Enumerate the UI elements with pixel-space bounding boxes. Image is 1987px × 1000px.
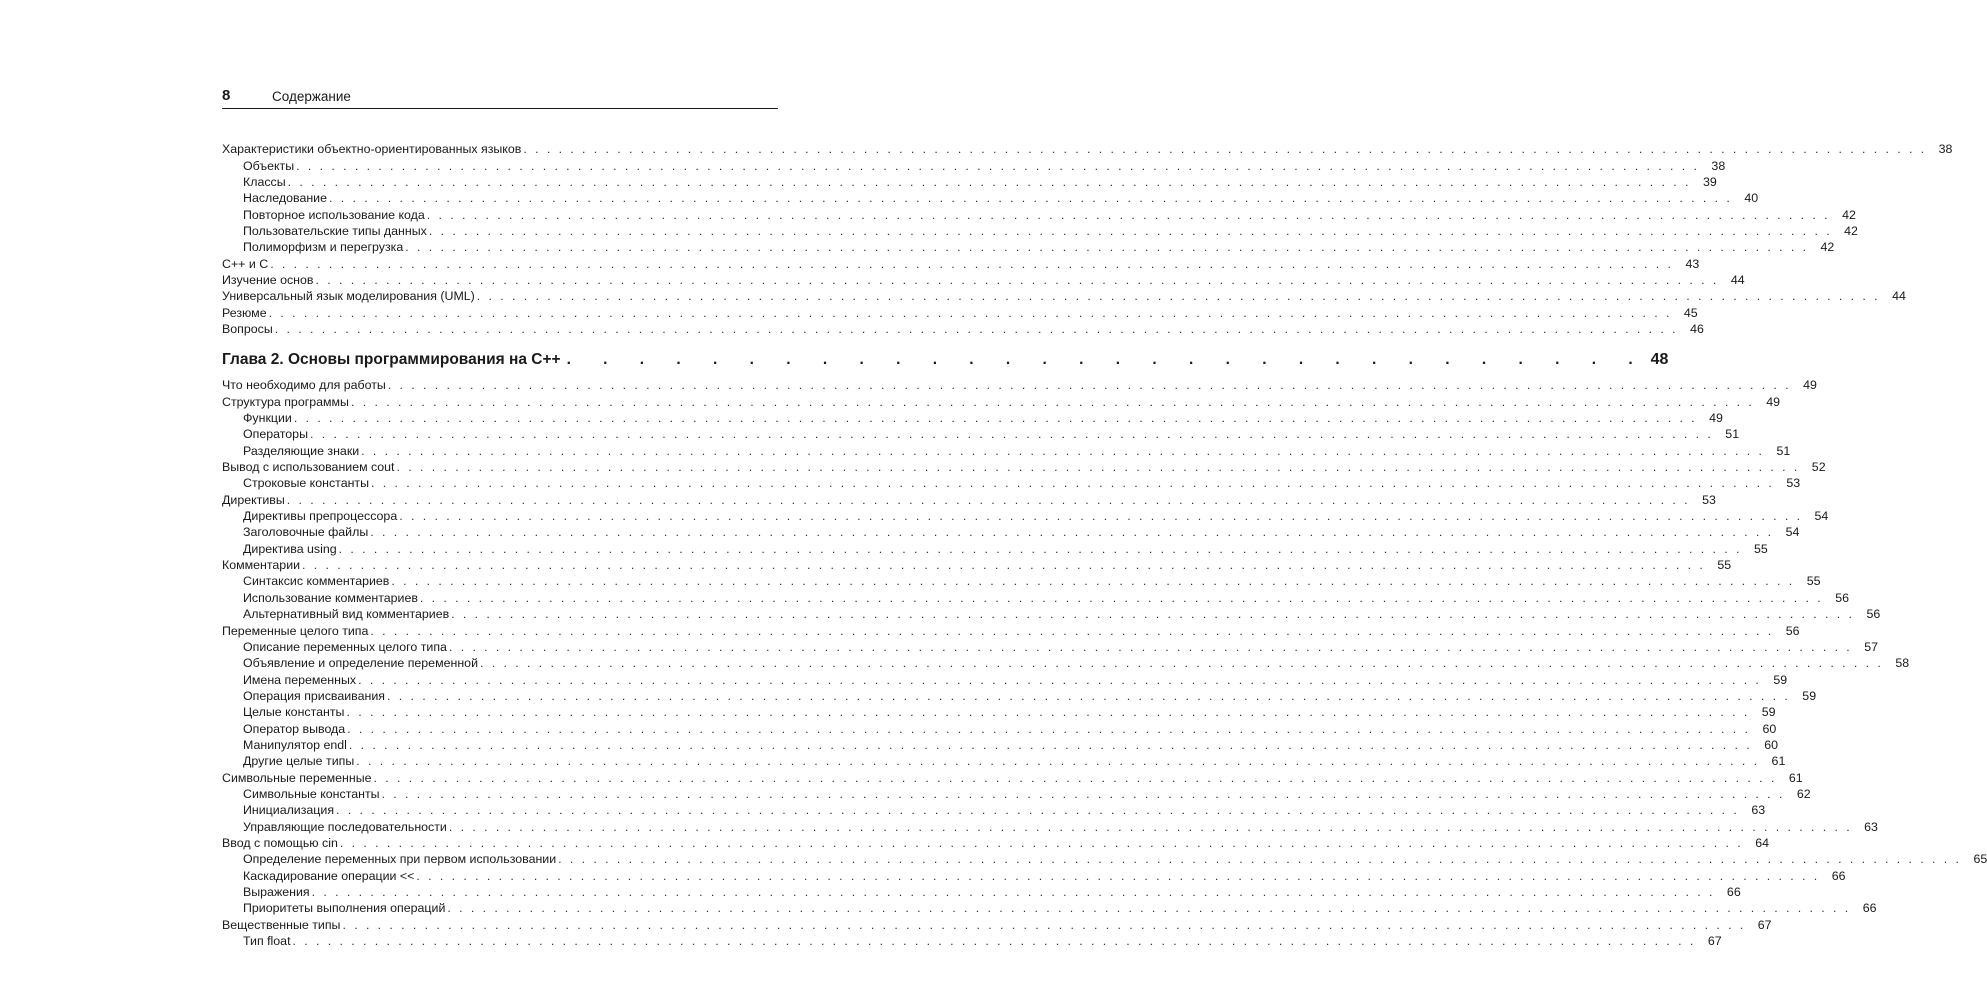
toc-entry-label: Операторы: [243, 427, 308, 442]
toc-entry-page: 60: [1762, 721, 1777, 736]
toc-entry: [222, 606, 1881, 622]
chapter-page-number: 48: [1650, 351, 1669, 368]
dot-leader: ........................................................................................................................: [339, 835, 1749, 850]
dot-leader: ........................................................................................................................: [329, 191, 1739, 206]
toc-entry-label: Вещественные типы: [222, 917, 341, 932]
toc-entry: [222, 459, 1826, 475]
toc-entry: [222, 589, 1850, 605]
toc-entry: [222, 426, 1740, 442]
toc-entry-page: 42: [1820, 240, 1835, 255]
toc-entry: [222, 720, 1777, 736]
toc-entry-label: Символьные переменные: [222, 770, 372, 785]
section-title: Содержание: [272, 89, 351, 104]
toc-entry-page: 43: [1685, 256, 1700, 271]
dot-leader: ........................................................................................................................: [371, 476, 1781, 491]
toc-entry-label: Функции: [243, 411, 292, 426]
dot-leader: ........................................................................................................................: [428, 224, 1838, 239]
dot-leader: ........................................................................................................................: [426, 207, 1836, 222]
toc-entry: [222, 157, 1726, 173]
toc-entry: [222, 272, 1745, 288]
toc-entry: [222, 190, 1759, 206]
dot-leader: ........................................................................................................................: [338, 541, 1748, 556]
toc-entry-page: 45: [1683, 305, 1698, 320]
toc-entry: [222, 223, 1858, 239]
dot-leader: ........................................................................................................................: [523, 142, 1933, 157]
dot-leader: ........................................................................................................................: [396, 460, 1806, 475]
toc-entry-label: Заголовочные файлы: [243, 525, 369, 540]
toc-entry-page: 59: [1802, 688, 1817, 703]
dot-leader: ........................................................................................................................: [287, 175, 1697, 190]
toc-entry-label: Структура программы: [222, 394, 349, 409]
toc-entry-page: 52: [1811, 460, 1826, 475]
dot-leader: ........................................................................................................................: [336, 803, 1746, 818]
toc-section-before: [222, 141, 1953, 337]
toc-entry-label: Наследование: [243, 191, 327, 206]
toc-entry: [222, 557, 1732, 573]
toc-entry-label: Полиморфизм и перегрузка: [243, 240, 404, 255]
toc-entry-page: 67: [1707, 934, 1722, 949]
dot-leader: ........................................................................................................................: [268, 305, 1678, 320]
toc-entry: [222, 304, 1698, 320]
toc-entry-label: Повторное использование кода: [243, 207, 425, 222]
toc-entry: [222, 206, 1856, 222]
toc-entry-page: 55: [1717, 558, 1732, 573]
toc-entry: [222, 410, 1723, 426]
toc-entry-label: Характеристики объектно-ориентированных языков: [222, 142, 522, 157]
toc-entry: [222, 442, 1791, 458]
dot-leader: ........................................................................................................................: [416, 868, 1826, 883]
dot-leader: ........................................................................................................................: [558, 852, 1968, 867]
toc-entry: [222, 818, 1878, 834]
toc-section-after: [222, 377, 1987, 949]
toc-entry-label: Манипулятор endl: [243, 737, 347, 752]
chapter-title: Глава 2. Основы программирования на С++: [222, 351, 561, 368]
dot-leader: ........................................................................................................................: [309, 427, 1720, 442]
dot-leader: ........................................................................................................................: [346, 705, 1756, 720]
dot-leader: ........................................................................................................................: [386, 688, 1797, 703]
dot-leader: ........................................................................................................................: [350, 394, 1761, 409]
toc-entry: [222, 255, 1700, 271]
toc-entry-label: Объекты: [243, 158, 295, 173]
dot-leader: ........................................................................................................................: [311, 885, 1721, 899]
toc-entry: [222, 867, 1846, 883]
toc-entry-page: 65: [1973, 852, 1987, 867]
toc-entry-page: 49: [1709, 411, 1723, 426]
toc-entry-label: Переменные целого типа: [222, 623, 369, 638]
toc-entry-page: 56: [1785, 623, 1800, 638]
dot-leader: ........................................................................................................................: [387, 378, 1797, 393]
toc-entry-page: 44: [1730, 273, 1745, 288]
dot-leader: ........................................................................................................................: [370, 525, 1780, 540]
toc-entry-page: 39: [1702, 175, 1717, 190]
toc-entry: [222, 639, 1879, 655]
toc-entry: [222, 802, 1766, 818]
toc-entry: [222, 377, 1817, 393]
dot-leader: ........................................................................................................................: [373, 770, 1783, 785]
dot-leader: ........................................................................................................................: [480, 656, 1890, 671]
toc-entry: [222, 835, 1769, 851]
toc-entry-label: Операция присваивания: [243, 688, 385, 703]
toc-entry-label: Другие целые типы: [243, 754, 355, 769]
toc-entry-label: Что необходимо для работы: [222, 378, 386, 393]
page-header: [222, 86, 778, 109]
toc-entry: [222, 321, 1704, 337]
toc-entry-label: Строковые константы: [243, 476, 370, 491]
dot-leader: ........................................................................................................................: [451, 607, 1861, 622]
dot-leader: ........................................................................................................................: [361, 443, 1771, 458]
page-number: 8: [222, 87, 231, 104]
toc-entry-page: 61: [1771, 754, 1786, 769]
dot-leader: ........................................................................................................................: [286, 492, 1696, 507]
dot-leader: ........................................................................................................................: [405, 240, 1815, 255]
toc-entry: [222, 753, 1786, 769]
dot-leader: ........................................................................................................................: [342, 917, 1752, 932]
toc-entry-label: Определение переменных при первом использовании: [243, 852, 557, 867]
toc-entry: [222, 769, 1803, 785]
dot-leader: ........................................................................................................................: [358, 672, 1768, 687]
dot-leader: ........................................................................................................................: [399, 509, 1809, 524]
toc-entry-page: 56: [1835, 590, 1850, 605]
dot-leader: ........................................................................................................................: [292, 934, 1702, 949]
toc-entry-page: 55: [1753, 541, 1768, 556]
toc-entry-page: 63: [1864, 819, 1878, 834]
dot-leader: ........................................................................................................................: [274, 322, 1684, 337]
toc-entry-label: Оператор вывода: [243, 721, 346, 736]
toc-entry-page: 57: [1864, 639, 1879, 654]
toc-entry: [222, 737, 1778, 753]
toc-entry: [222, 916, 1772, 932]
toc-entry-label: Инициализация: [243, 803, 335, 818]
toc-entry: [222, 704, 1776, 720]
toc-entry-page: 44: [1892, 289, 1906, 304]
toc-entry-label: Пользовательские типы данных: [243, 224, 427, 239]
toc-entry: [222, 671, 1788, 687]
toc-entry-page: 61: [1788, 770, 1803, 785]
dot-leader: ........................................................................................................................: [419, 590, 1830, 605]
toc-entry-label: Универсальный язык моделирования (UML): [222, 289, 475, 304]
toc-entry: [222, 288, 1906, 304]
dot-leader: ........................................................................................................................: [448, 819, 1858, 834]
toc-entry-label: Символьные константы: [243, 786, 380, 801]
toc-entry-page: 42: [1844, 224, 1858, 239]
chapter-heading: [222, 345, 1669, 369]
toc-entry: [222, 174, 1717, 190]
toc-entry: [222, 540, 1768, 556]
toc-entry-label: Ввод с помощью cin: [222, 835, 338, 850]
toc-entry-page: 53: [1702, 492, 1716, 507]
toc-entry-page: 54: [1785, 525, 1800, 540]
toc-entry-label: Выражения: [243, 885, 310, 899]
toc-entry-label: Комментарии: [222, 558, 301, 573]
toc-entry-label: Изучение основ: [222, 273, 314, 288]
dot-leader: ........................................................................................................................: [476, 289, 1886, 304]
toc-entry-page: 67: [1757, 917, 1772, 932]
dot-leader: ........................................................................................................................: [370, 623, 1780, 638]
dot-leader: ........................................................................................................................: [296, 158, 1706, 173]
toc-entry-page: 42: [1842, 207, 1856, 222]
toc-entry-page: 66: [1726, 885, 1741, 899]
toc-entry: [222, 786, 1811, 802]
toc-entry-page: 56: [1866, 607, 1881, 622]
toc-entry: [222, 393, 1781, 409]
toc-entry-label: Имена переменных: [243, 672, 357, 687]
toc-entry-page: 55: [1806, 574, 1821, 589]
toc-entry-page: 60: [1764, 737, 1778, 752]
toc-entry-label: Использование комментариев: [243, 590, 418, 605]
dot-leader: ........................................................................................................................: [293, 411, 1703, 426]
toc-entry-page: 53: [1786, 476, 1801, 491]
toc-entry-page: 40: [1744, 191, 1759, 206]
dot-leader: ........................................................................................................................: [315, 273, 1725, 288]
toc-entry: [222, 655, 1910, 671]
toc-entry-label: Объявление и определение переменной: [243, 656, 478, 671]
toc-entry: [222, 851, 1987, 867]
dot-leader: ........................................................................................................................: [356, 754, 1766, 769]
toc-entry-label: Директивы препроцессора: [243, 509, 398, 524]
toc-entry-page: 51: [1725, 427, 1740, 442]
toc-entry: [222, 141, 1953, 157]
dot-leader: ........................................................................................................................: [391, 574, 1801, 589]
dot-leader: ........................................................................................................................: [348, 737, 1758, 752]
toc-entry-page: 38: [1938, 142, 1953, 157]
toc-entry-label: Управляющие последовательности: [243, 819, 447, 834]
toc-entry-page: 59: [1773, 672, 1788, 687]
dot-leader: ........................................................................................................................: [447, 901, 1857, 916]
toc-entry-page: 49: [1766, 394, 1781, 409]
toc-entry-page: 58: [1895, 656, 1910, 671]
toc-entry: [222, 622, 1800, 638]
toc-entry: [222, 884, 1741, 900]
toc-entry-label: Приоритеты выполнения операций: [243, 901, 446, 916]
dot-leader: ........................................................................................................................: [302, 558, 1712, 573]
toc-entry: [222, 239, 1835, 255]
toc-entry-label: Разделяющие знаки: [243, 443, 360, 458]
toc-entry-label: Директивы: [222, 492, 285, 507]
toc-entry-page: 63: [1751, 803, 1766, 818]
dot-leader: ........................................................................................................................: [347, 721, 1757, 736]
toc-entry-label: Резюме: [222, 305, 267, 320]
dot-leader: ........................................................................................................................: [270, 256, 1680, 271]
toc-entry-page: 59: [1761, 705, 1776, 720]
toc-entry-label: Классы: [243, 175, 286, 190]
toc-entry-label: Целые константы: [243, 705, 345, 720]
toc-entry-page: 66: [1831, 868, 1846, 883]
dot-leader: . . . . . . . . . . . . . . . . . . . . . . . . . . . . . .: [566, 351, 1647, 368]
toc-entry-label: С++ и С: [222, 256, 269, 271]
toc-entry-page: 62: [1796, 786, 1811, 801]
toc-entry-page: 46: [1690, 322, 1704, 337]
toc-entry: [222, 491, 1716, 507]
toc-entry-label: Тип float: [243, 934, 291, 949]
toc-entry-page: 54: [1814, 509, 1829, 524]
toc-entry-label: Альтернативный вид комментариев: [243, 607, 450, 622]
toc-entry-label: Директива using: [243, 541, 337, 556]
toc-entry-label: Вывод с использованием cout: [222, 460, 395, 475]
toc-entry-page: 38: [1711, 158, 1726, 173]
toc-entry-page: 64: [1755, 835, 1769, 850]
toc-entry-label: Синтаксис комментариев: [243, 574, 390, 589]
toc-entry-label: Вопросы: [222, 322, 273, 337]
toc-entry-label: Каскадирование операции <<: [243, 868, 415, 883]
toc-entry-page: 49: [1803, 378, 1817, 393]
dot-leader: ........................................................................................................................: [448, 639, 1859, 654]
toc-entry: [222, 508, 1829, 524]
toc-entry: [222, 688, 1817, 704]
toc-entry: [222, 933, 1722, 949]
toc-entry: [222, 475, 1801, 491]
toc-entry: [222, 900, 1877, 916]
toc-entry-page: 66: [1862, 901, 1877, 916]
toc-entry: [222, 524, 1800, 540]
toc-entry: [222, 573, 1821, 589]
dot-leader: ........................................................................................................................: [381, 786, 1791, 801]
toc-entry-label: Описание переменных целого типа: [243, 639, 447, 654]
toc-entry-page: 51: [1776, 443, 1791, 458]
